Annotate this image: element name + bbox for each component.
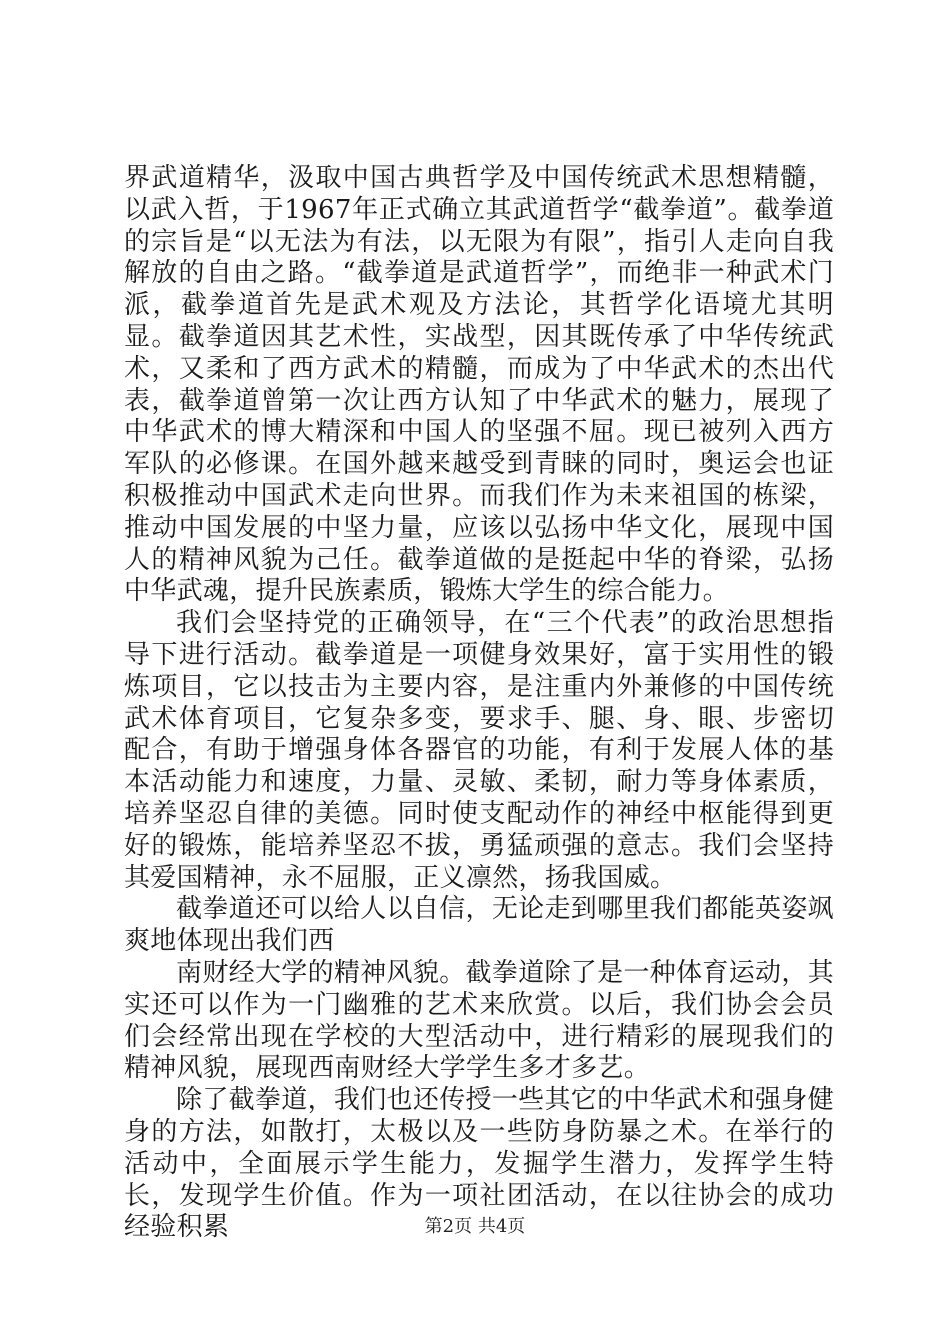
document-body [124, 163, 834, 1244]
paragraph-4: 南财经大学的精神风貌。截拳道除了是一种体育运动，其实还可以作为一门幽雅的艺术来欣赏。以后，我们协会会员们会经常出现在学校的大型活动中，进行精彩的展现我们的精神风貌，展现西南财经大学学生多才多艺。 [124, 957, 834, 1084]
paragraph-1: 界武道精华，汲取中国古典哲学及中国传统武术思想精髓，以武入哲，于1967年正式确立其武道哲学“截拳道”。截拳道的宗旨是“以无法为有法，以无限为有限”，指引人走向自我解放的自由之路。“截拳道是武道哲学”，而绝非一种武术门派，截拳道首先是武术观及方法论，其哲学化语境尤其明显。截拳道因其艺术性，实战型，因其既传承了中华传统武术，又柔和了西方武术的精髓，而成为了中华武术的杰出代表，截拳道曾第一次让西方认知了中华武术的魅力，展现了中华武术的博大精深和中国人的坚强不屈。现已被列入西方军队的必修课。在国外越来越受到青睐的同时，奥运会也证积极推动中国武术走向世界。而我们作为未来祖国的栋梁，推动中国发展的中坚力量，应该以弘扬中华文化，展现中国人的精神风貌为己任。截拳道做的是挺起中华的脊梁，弘扬中华武魂，提升民族素质，锻炼大学生的综合能力。 [124, 163, 834, 607]
page-number-footer: 第2页 共4页 [424, 1216, 526, 1237]
paragraph-2: 我们会坚持党的正确领导，在“三个代表”的政治思想指导下进行活动。截拳道是一项健身效果好，富于实用性的锻炼项目，它以技击为主要内容，是注重内外兼修的中国传统武术体育项目，它复杂多变，要求手、腿、身、眼、步密切配合，有助于增强身体各器官的功能，有利于发展人体的基本活动能力和速度，力量、灵敏、柔韧，耐力等身体素质，培养坚忍自律的美德。同时使支配动作的神经中枢能得到更好的锻炼，能培养坚忍不拔，勇猛顽强的意志。我们会坚持其爱国精神，永不屈服，正义凛然，扬我国威。 [124, 608, 834, 893]
paragraph-3: 截拳道还可以给人以自信，无论走到哪里我们都能英姿飒爽地体现出我们西 [124, 894, 834, 957]
paragraph-5: 除了截拳道，我们也还传授一些其它的中华武术和强身健身的方法，如散打，太极以及一些防身防暴之术。在举行的活动中，全面展示学生能力，发掘学生潜力，发挥学生特长，发现学生价值。作为一项社团活动，在以往协会的成功经验积累 [124, 1085, 834, 1243]
